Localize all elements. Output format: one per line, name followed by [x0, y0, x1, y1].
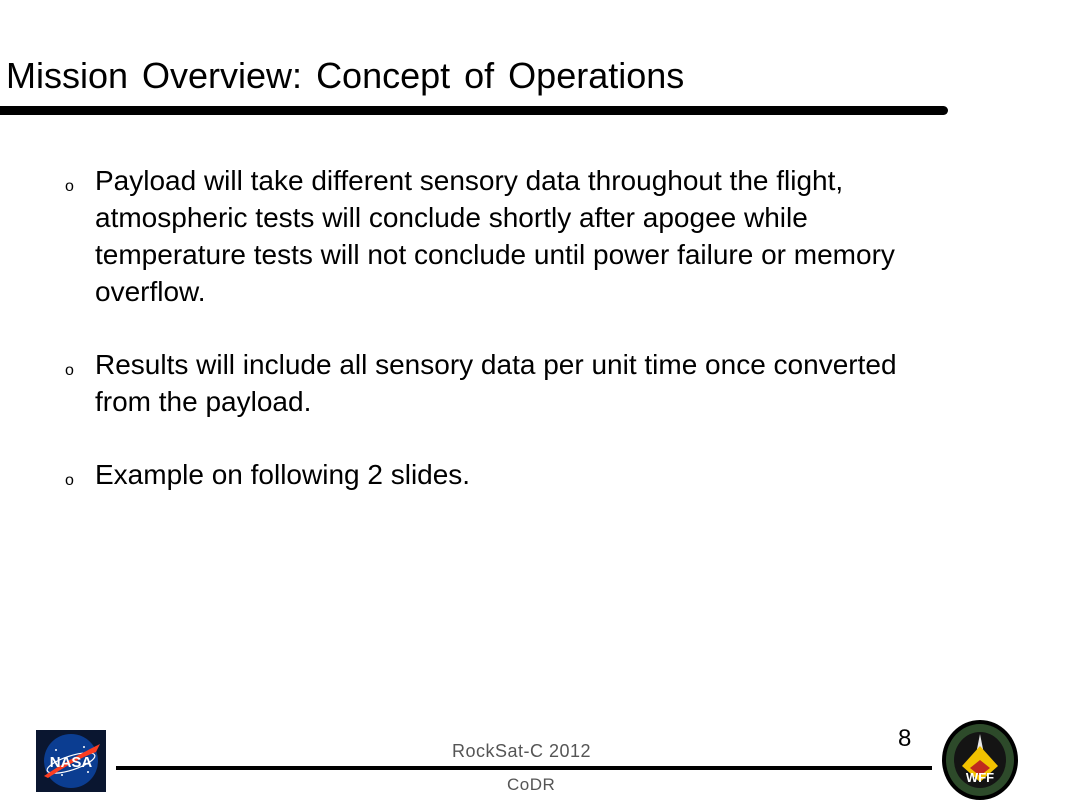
- wff-logo: [940, 716, 1020, 800]
- bullet-marker: o: [65, 178, 74, 195]
- svg-text:NASA: NASA: [49, 754, 93, 771]
- svg-text:WFF: WFF: [965, 770, 995, 785]
- footer-rule: [116, 766, 932, 770]
- bullet-item: [60, 346, 960, 420]
- title-underline: [0, 106, 948, 115]
- bullet-marker: o: [65, 472, 74, 489]
- slide-title: Mission Overview: Concept of Operations: [6, 55, 685, 96]
- bullet-text: Example on following 2 slides.: [95, 459, 471, 490]
- bullet-list: [60, 162, 960, 529]
- wff-logo-icon: [940, 716, 1020, 800]
- page-number: 8: [898, 725, 912, 752]
- nasa-logo-icon: [36, 730, 106, 792]
- bullet-item: [60, 162, 960, 310]
- footer-subtitle: CoDR: [507, 775, 556, 794]
- bullet-marker: o: [65, 362, 74, 379]
- bullet-text: Payload will take different sensory data throughout the flight, atmospheric tests will conclude shortly after apogee while temperature tests will not conclude until power failure or memory overflow.: [95, 165, 895, 307]
- bullet-text: Results will include all sensory data per unit time once converted from the payload.: [95, 349, 897, 417]
- bullet-item: [60, 456, 960, 493]
- nasa-logo: [36, 730, 106, 792]
- footer-title: RockSat-C 2012: [452, 741, 592, 761]
